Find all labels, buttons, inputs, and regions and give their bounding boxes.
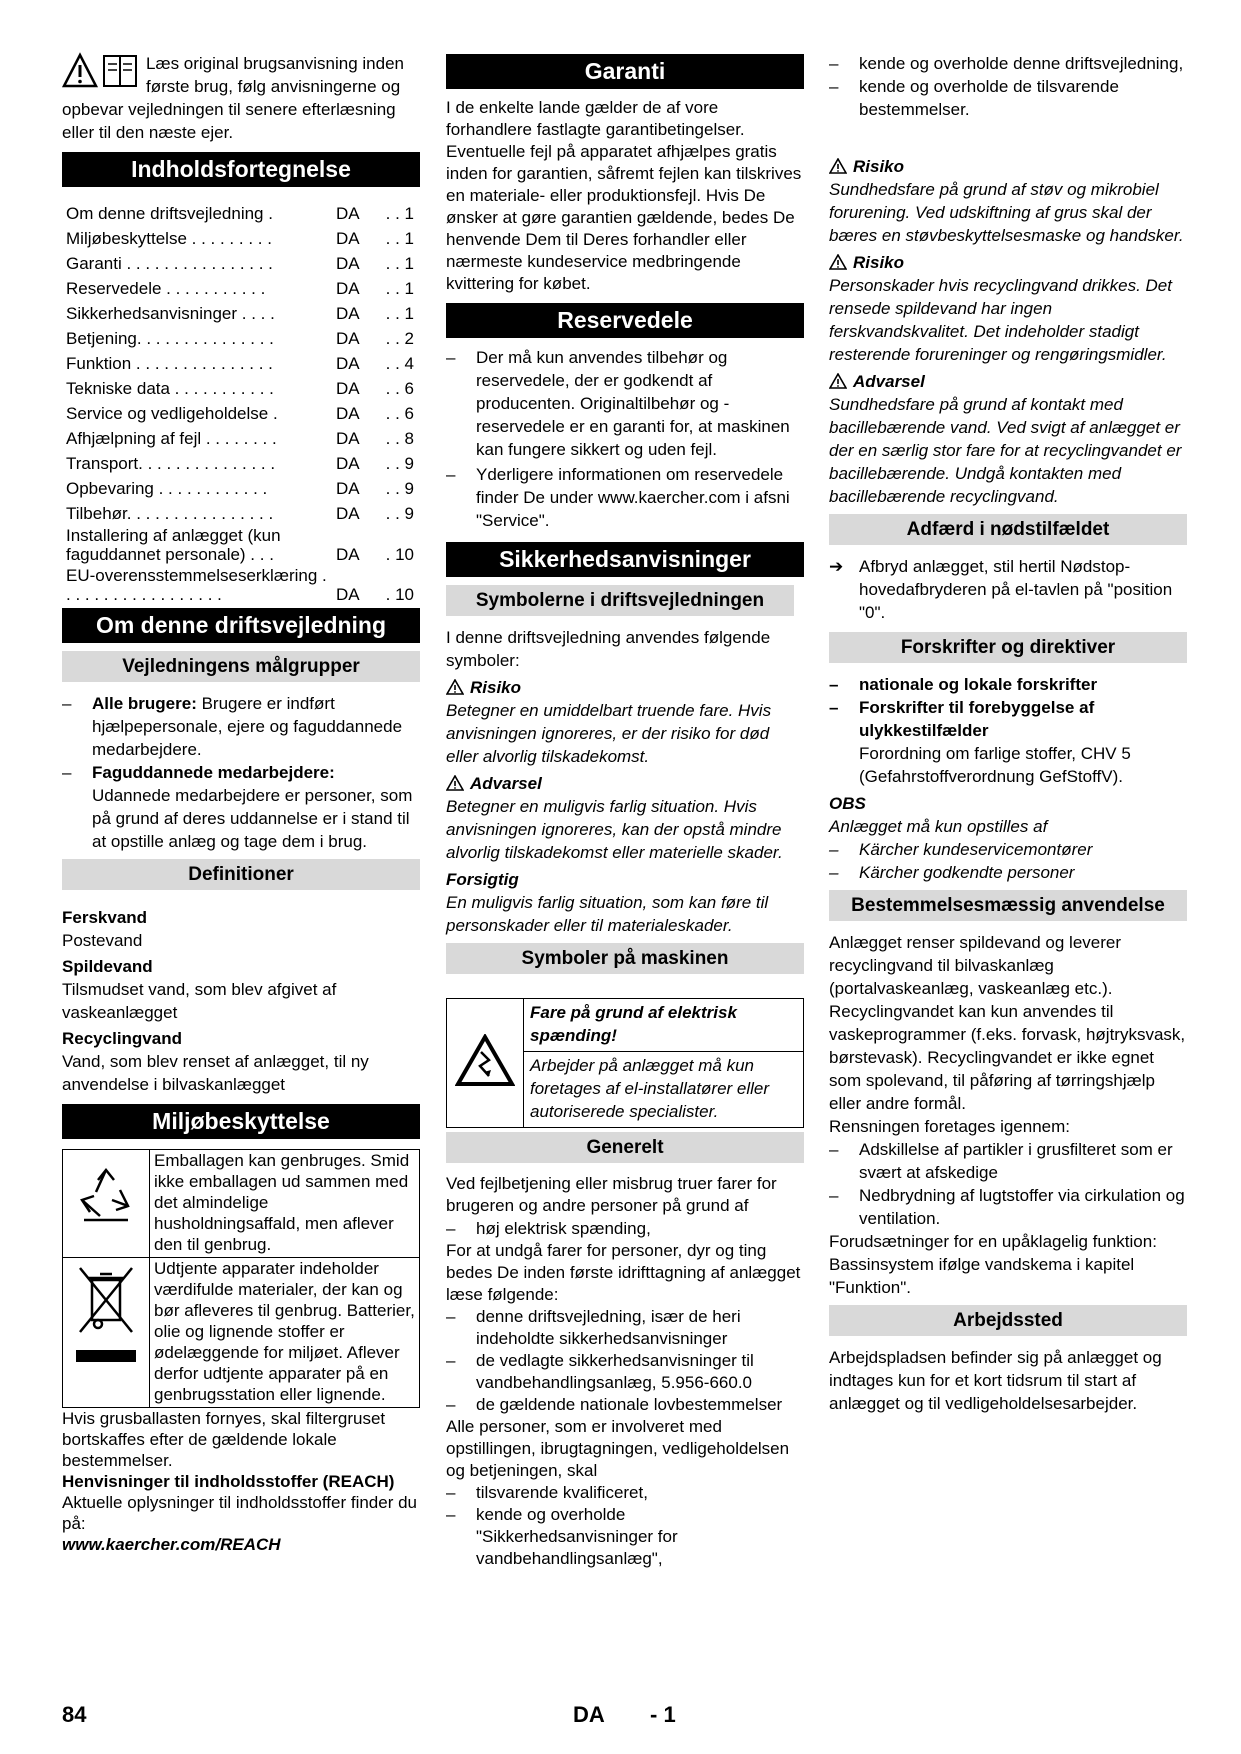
toc-entry-title: Afhjælpning af fejl . . . . . . . . [66,429,277,448]
toc-entry-page: . . 6 [385,404,414,423]
bestem-p3: Rensningen foretages igennem: [829,1117,1070,1136]
toc-entry-page: . . 9 [385,454,414,473]
def-desc: Tilsmudset vand, som blev afgivet af vaskeanlægget [62,980,337,1022]
risiko2-heading: Risiko [829,251,1187,274]
toc-entry-page: . . 1 [385,279,414,298]
bestem-p1: Anlægget renser spildevand og leverer recyclingvand til bilvaskanlæg (portalvaskeanlæg, vaskeanlæg etc.). [829,933,1122,998]
toc-entry-page: . . 6 [385,379,414,398]
electric-hazard-icon [455,1034,515,1088]
toc-row[interactable] [66,451,414,476]
elec-icon-cell [447,999,524,1128]
reservedele-title: Reservedele [446,303,804,338]
definitioner-title: Definitioner [62,859,420,890]
list-item: – Der må kun anvendes tilbehør og reservedele, der er godkendt af producenten. Originaltilbehør og -reservedele er en garanti for, at maskinen kan fungere sikkert og uden fejl. [446,348,790,459]
toc-entry-title: Opbevaring . . . . . . . . . . . . [66,479,268,498]
toc-row[interactable] [66,276,414,301]
om-title: Om denne driftsvejledning [62,608,420,643]
toc-entry-title: Tilbehør. . . . . . . . . . . . . . . . [66,504,274,523]
toc-entry-title: Transport. . . . . . . . . . . . . . . [66,454,276,473]
arrow-right-icon: ➔ [829,557,844,576]
list-item: – de vedlagte sikkerhedsanvisninger til vandbehandlingsanlæg, 5.956-660.0 [446,1351,754,1392]
toc-entry-lang: DA [336,379,360,398]
reach-text: Aktuelle oplysninger til indholdsstoffer finder du på: [62,1493,418,1533]
toc-row[interactable] [66,301,414,326]
risiko-text: Betegner en umiddelbart truende fare. Hvis anvisningen ignoreres, er der risiko for død eller alvorlig tilskadekomst. [446,701,772,766]
toc-row[interactable] [66,351,414,376]
toc-entry-page: . 10 [385,585,414,604]
column-1 [62,52,420,1555]
warning-triangle-icon [829,373,847,389]
advarsel-text: Sundhedsfare på grund af kontakt med bacillebærende vand. Ved svigt af anlægget er der en særlig stor fare for at recyclingvandet er bacillebærende. Undgå kontakten med bacillebærende recyclingvand. [829,395,1182,506]
garanti-title: Garanti [446,54,804,89]
toc-entry-page: . . 9 [385,504,414,523]
toc-row[interactable] [66,226,414,251]
list-item: – Forskrifter til forebyggelse af ulykkestilfælder [829,698,1095,740]
list-item: ➔ Afbryd anlægget, stil hertil Nødstop-hovedafbryderen på el-tavlen på "position "0". [829,557,1173,622]
obs-text: Anlægget må kun opstilles af [829,817,1048,836]
intro-block [62,52,420,144]
elec-heading: Fare på grund af elektrisk spænding! [530,1003,737,1045]
list-item: – kende og overholde de tilsvarende bestemmelser. [829,77,1119,119]
toc-entry-page: . 10 [385,545,414,564]
toc-entry-page: . . 1 [385,204,414,223]
toc-entry-lang: DA [336,504,360,523]
list-item: – Kärcher godkendte personer [829,863,1075,882]
page-number: 84 [62,1702,87,1727]
toc-row[interactable] [66,476,414,501]
toc-entry-title: Miljøbeskyttelse . . . . . . . . . [66,229,272,248]
toc-entry-title: Installering af anlægget (kun faguddannet personale) . . . [66,526,281,564]
toc-entry-lang: DA [336,279,360,298]
toc-row[interactable] [66,251,414,276]
recycle-cell [63,1150,150,1258]
generelt-p3: Alle personer, som er involveret med opstillingen, ibrugtagningen, vedligeholdelsen og betjeningen, skal [446,1417,790,1480]
toc-row[interactable] [66,201,414,226]
footer-lang: DA [573,1702,605,1727]
advarsel-heading: Advarsel [829,370,1187,393]
forsigtig-heading: Forsigtig [446,870,519,889]
toc-row[interactable] [66,401,414,426]
toc-entry-title: Funktion . . . . . . . . . . . . . . . [66,354,273,373]
sikkerhed-title: Sikkerhedsanvisninger [446,542,804,577]
recycle-icon [76,1166,136,1236]
list-item: – tilsvarende kvalificeret, [446,1483,648,1502]
list-item: – de gældende nationale lovbestemmelser [446,1395,783,1414]
toc-entry-lang: DA [336,354,360,373]
environment-table [62,1149,420,1408]
intro-icons [62,52,142,92]
crossed-bin-icon [74,1266,138,1366]
toc-entry-page: . . 9 [385,479,414,498]
maalgrupper-title: Vejledningens målgrupper [62,651,420,682]
obs-heading: OBS [829,794,866,813]
warning-triangle-icon [446,679,464,695]
maskinen-title: Symboler på maskinen [446,943,804,974]
toc-entry-page: . . 2 [385,329,414,348]
toc-row[interactable] [66,426,414,451]
column-2 [446,52,804,1570]
list-item: – nationale og lokale forskrifter [829,675,1098,694]
list-item: – høj elektrisk spænding, [446,1219,651,1238]
advarsel-text: Betegner en muligvis farlig situation. Hvis anvisningen ignoreres, kan der opstå mindre alvorlig tilskadekomst eller materielle skader. [446,797,783,862]
symboler-intro: I denne driftsvejledning anvendes følgende symboler: [446,628,771,670]
toc-entry-lang: DA [336,254,360,273]
reach-title: Henvisninger til indholdsstoffer (REACH) [62,1472,395,1491]
risiko2-text: Personskader hvis recyclingvand drikkes. Det rensede spildevand har ingen ferskvandskvalitet. Det indeholder stadigt resterende forureninger og rengøringsmidler. [829,276,1172,364]
toc-entry-title: Betjening. . . . . . . . . . . . . . . [66,329,274,348]
noed-title: Adfærd i nødstilfældet [829,514,1187,545]
toc-entry-title: Tekniske data . . . . . . . . . . . [66,379,274,398]
filter-text: Hvis grusballasten fornyes, skal filtergruset bortskaffes efter de gældende lokale bestemmelser. [62,1409,386,1470]
def-desc: Vand, som blev renset af anlægget, til ny anvendelse i bilvaskanlægget [62,1052,369,1094]
forskrifter-title: Forskrifter og direktiver [829,632,1187,663]
toc-entry-lang: DA [336,229,360,248]
symboler-title: Symbolerne i driftsvejledningen [446,585,794,616]
toc-row[interactable] [66,376,414,401]
toc-entry-lang: DA [336,429,360,448]
toc-entry-title: EU-overensstemmelseserklæring . . . . . . . . . . . . . . . . . . [66,566,327,604]
toc-entry-title: Garanti . . . . . . . . . . . . . . . . [66,254,273,273]
toc-entry-page: . . 1 [385,254,414,273]
footer-num: - 1 [650,1702,676,1727]
bestem-p4: Forudsætninger for en upåklagelig funktion: Bassinsystem ifølge vandskema i kapitel "Funktion". [829,1232,1157,1297]
list-item: – Faguddannede medarbejdere: Udannede medarbejdere er personer, som på grund af deres uddannelse er i stand til at opstille anlæg og tage dem i brug. [62,763,413,851]
list-item: – Adskillelse af partikler i grusfilteret som er svært at afskedige [829,1140,1173,1182]
def-desc: Postevand [62,931,143,950]
bestem-title: Bestemmelsesmæssig anvendelse [829,890,1187,921]
list-item: – Yderligere informationen om reservedele finder De under www.kaercher.com i afsni "Service". [446,465,790,530]
arbejd-text: Arbejdspladsen befinder sig på anlægget og indtages kun for et kort tidsrum til start af anlægget og til vedligeholdelsesarbejder. [829,1348,1162,1413]
list-item: – Alle brugere: Brugere er indført hjælpepersonale, ejere og faguddannede medarbejdere. [62,694,403,759]
toc-entry-page: . . 4 [385,354,414,373]
list-item: – kende og overholde "Sikkerhedsanvisninger for vandbehandlingsanlæg", [446,1505,678,1568]
toc-entry-page: . . 1 [385,304,414,323]
toc-entry-lang: DA [336,404,360,423]
reach-link[interactable]: www.kaercher.com/REACH [62,1535,281,1554]
generelt-p1: Ved fejlbetjening eller misbrug truer farer for brugeren og andre personer på grund af [446,1174,777,1215]
forskrifter-text: Forordning om farlige stoffer, CHV 5 (Gefahrstoffverordnung GefStoffV). [859,744,1131,786]
elec-text: Arbejder på anlægget må kun foretages af el-installatører eller autoriserede specialister. [530,1056,770,1121]
warning-triangle-icon [446,775,464,791]
risiko1-text: Sundhedsfare på grund af støv og mikrobiel forurening. Ved udskiftning af grus skal der bæres en støvbeskyttelsesmaske og handsker. [829,180,1184,245]
toc-row[interactable] [66,326,414,351]
toc-entry-title: Reservedele . . . . . . . . . . . [66,279,266,298]
intro-text: Læs original brugsanvisning inden første brug, følg anvisningerne og opbevar vejledningen til senere efterlæsning eller til den næste ejer. [62,54,404,142]
def-term: Ferskvand [62,908,148,927]
toc-title: Indholdsfortegnelse [62,152,420,187]
machine-symbol-table [446,998,804,1128]
arbejd-title: Arbejdssted [829,1305,1187,1336]
recycle-text: Emballagen kan genbruges. Smid ikke emballagen ud sammen med det almindelige husholdningsaffald, men aflever den til genbrug. [154,1151,410,1254]
column-3 [829,52,1187,1415]
toc-entry-lang: DA [336,204,360,223]
toc-entry-page: . . 1 [385,229,414,248]
weee-cell [63,1258,150,1408]
risiko1-heading: Risiko [829,155,1187,178]
garanti-text: I de enkelte lande gælder de af vore forhandlere fastlagte garantibetingelser. Eventuelle fejl på apparatet afhjælpes gratis inden for garantien, såfremt fejlen kan tilskrives en materiale- eller produktionsfejl. Hvis De ønsker at gøre garantien gældende, bedes De henvende Dem til Deres forhandler eller nærmeste kundeservice medbringende kvittering for købet. [446,98,802,293]
warning-manual-icon [62,52,140,90]
weee-text: Udtjente apparater indeholder værdifulde materialer, der kan og bør afleveres til genbrug. Batterier, olie og lignende stoffer er ødelæggende for miljøet. Aflever derfor udtjente apparater på en genbrugsstation eller lignende. [154,1259,415,1404]
def-term: Recyclingvand [62,1029,182,1048]
risiko-heading: Risiko [446,676,804,699]
list-item: – Nedbrydning af lugtstoffer via cirkulation og ventilation. [829,1186,1185,1228]
def-term: Spildevand [62,957,153,976]
toc-entry-title: Sikkerhedsanvisninger . . . . [66,304,275,323]
list-item: – Kärcher kundeservicemontører [829,840,1093,859]
generelt-title: Generelt [446,1132,804,1163]
list-item: – denne driftsvejledning, især de heri indeholdte sikkerhedsanvisninger [446,1307,741,1348]
toc-row[interactable] [66,526,414,564]
toc-entry-lang: DA [336,304,360,323]
toc-entry-lang: DA [336,545,360,564]
toc-row[interactable] [66,501,414,526]
toc-entry-lang: DA [336,585,360,604]
toc-entry-lang: DA [336,454,360,473]
toc-row[interactable] [66,566,414,604]
toc-entry-lang: DA [336,479,360,498]
toc-entry-lang: DA [336,329,360,348]
miljo-title: Miljøbeskyttelse [62,1104,420,1139]
advarsel-heading: Advarsel [446,772,804,795]
warning-triangle-icon [829,158,847,174]
toc-list [62,201,420,604]
list-item: – kende og overholde denne driftsvejledning, [829,54,1184,73]
toc-entry-page: . . 8 [385,429,414,448]
toc-entry-title: Om denne driftsvejledning . [66,204,273,223]
forsigtig-text: En muligvis farlig situation, som kan føre til personskader eller til materialeskader. [446,893,769,935]
bestem-p2: Recyclingvandet kan kun anvendes til vaskeprogrammer (f.eks. forvask, højtryksvask, børstevask). Recyclingvandet er ikke egnet som spolevand, til påføring af tørringshjælp eller andre formål. [829,1002,1186,1113]
warning-triangle-icon [829,254,847,270]
generelt-p2: For at undgå farer for personer, dyr og ting bedes De inden første idrifttagning af anlægget læse følgende: [446,1241,801,1304]
toc-entry-title: Service og vedligeholdelse . [66,404,278,423]
